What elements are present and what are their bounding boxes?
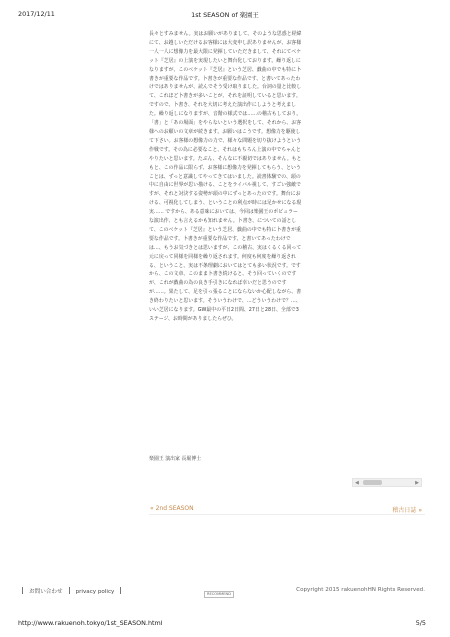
scrollbar-thumb[interactable] [363,480,382,485]
recommend-badge[interactable]: RECOMMEND [204,591,234,598]
privacy-policy-link[interactable]: privacy policy [75,589,115,595]
print-footer-url: http://www.rakuenoh.tokyo/1st_SEASON.html [18,619,163,627]
footer-links [22,587,127,595]
print-header-title: 1st SEASON of 楽園王 [191,11,259,19]
footer-divider [22,587,23,594]
contact-link[interactable]: お問い合わせ [29,589,63,595]
next-post-link[interactable]: 稽古日誌 » [392,507,422,514]
scroll-right-icon[interactable]: ▶ [415,480,419,486]
nav-divider [149,514,425,515]
print-footer-page-number: 5/5 [415,619,426,627]
scroll-left-icon[interactable]: ◀ [355,480,359,486]
footer-divider [69,587,70,594]
article-body [149,30,302,324]
article-paragraph: 長々とすみません。実はお願いがありまして、そのような思惑と経緯にて、お越しいただけるお客様には大変申し訳ありませんが、お客様一人一人に想像力を最大限に発揮していただきまして、それにてベケット『芝居』の上演を実現したいと舞台化しております。繰り返しになりますが、このベケット『芝居』という芝居、戯曲の中でも特に卜書きが重要な作品です。卜書きが重要な作品です、と書いてあったわけではありませんが、読んでそう受け取りました。台詞の量と比較して、これほど卜書きが多いことが、それを証明していると思います。ですので、卜書き、それを大切に考えた演出作にしようと考えました。繰り返しになりますが、音階の様式では……の稽古もしており。 [149,31,302,118]
horizontal-scrollbar[interactable] [352,478,422,487]
article-signature: 楽園王 演出家 長堀博士 [149,456,202,462]
copyright-text: Copyright 2015 rakuenohHN Rights Reserved. [296,587,425,593]
prev-post-link[interactable]: « 2nd SEASON [150,505,194,512]
footer-divider [120,587,121,594]
print-header-date: 2017/12/11 [18,10,55,18]
article-paragraph: 「書」と「あの場面」をやらないという選択をして、それから、お客様へのお願いの文章が続きます。お願いはこうです。想像力を駆使して下さい。お客様の想像力の力で、様々な問題を切り抜けようという作戦です。その為に必要なこと、それはもちろん上演の中でちゃんとやりたいと思います。たぶん、そんなに不親切ではありません。もともと、この作品に限らず、お客様に想像力を発揮してもらう、ということは、ずっと意識してやってきてはいました。読書体験での、頭の中に自由に世界が思い描ける、ことをライバル視して、すごい強敵ですが、それと対決する姿勢が頭の中にずっとあったのです。舞台における、可視化してしまう、ということの利点が時には足かせになる現実…… ですから、ある意味においては、今回は楽園王のポピュラーな演出作、とも言えるかも知れません。卜書き、についての話として、このベケット『芝居』という芝居、戯曲の中でも特に卜書きが重要な作品です。卜書きが重要な作品です、と書いてあったわけでは…、もうお気づきとは思いますが、この稽古、実はくるくる回って元に戻って同様を同様を繰り返されます。何度も何度を繰り返される、ということ、実は不条理劇においてはとても多い状況です。ですから、この文章、このまま卜書き続けると、そう回っていくのですが、これが戯曲の為の良き手引きになれば幸いだと思うのですが……。果たして、足を引っ張ることにならないか心配しながら、書き終わりたいと思います。そういうわけで、…どういうわけで？…、いい芝居になります。GW最中の平日2日間、27日と28日、全部で3ステージ、お時間がありましたらぜひ。 [149,120,302,322]
